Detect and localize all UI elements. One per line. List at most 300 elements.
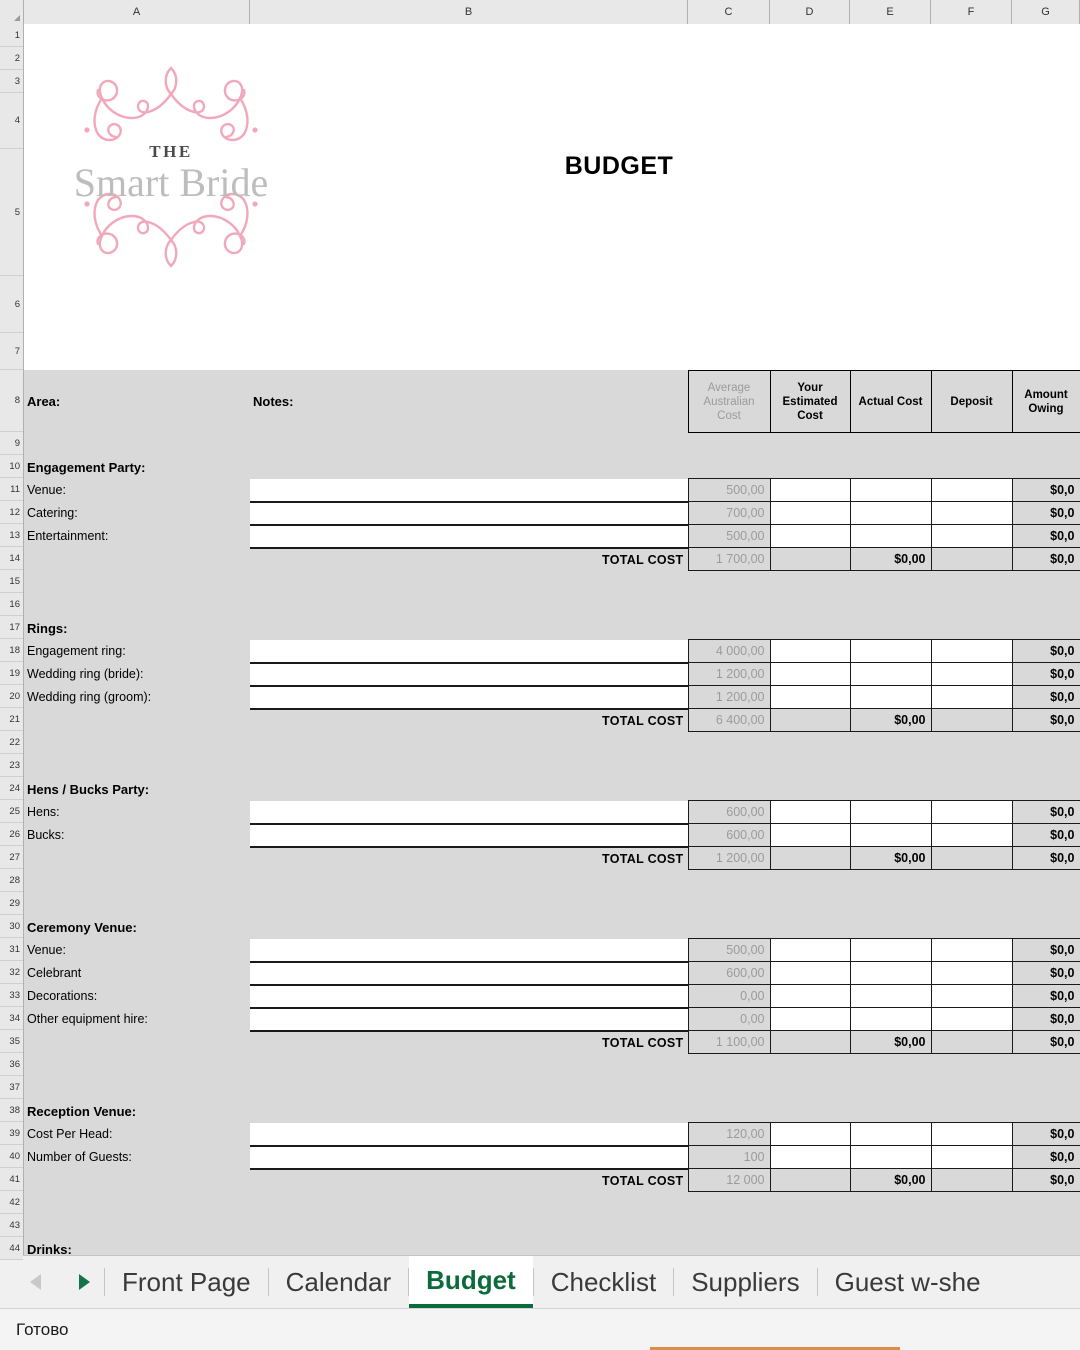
row-header-34[interactable]: 34 (0, 1007, 23, 1030)
row-header-16[interactable]: 16 (0, 593, 23, 616)
row-header-37[interactable]: 37 (0, 1076, 23, 1099)
sheet-tab-front-page[interactable]: Front Page (122, 1266, 251, 1297)
actual-cost-input[interactable] (850, 640, 931, 663)
sheet-tab-checklist[interactable]: Checklist (550, 1266, 657, 1297)
empty-cell (250, 778, 688, 801)
column-header-f[interactable]: F (931, 0, 1012, 24)
deposit-input[interactable] (931, 663, 1012, 686)
row-header-17[interactable]: 17 (0, 616, 23, 639)
empty-cell (688, 755, 770, 778)
total-cost-label: TOTAL COST (250, 1169, 688, 1192)
total-row (24, 1031, 1080, 1054)
notes-input[interactable] (250, 962, 688, 985)
empty-cell (1012, 1077, 1080, 1100)
empty-cell (24, 755, 250, 778)
row-header-14[interactable]: 14 (0, 547, 23, 570)
empty-cell (24, 594, 250, 617)
empty-cell (688, 617, 770, 640)
empty-cell (250, 1238, 688, 1256)
total-amount-owing: $0,0 (1012, 548, 1080, 571)
average-cost-value[interactable]: 0,00 (688, 985, 770, 1008)
column-header-b[interactable]: B (250, 0, 688, 24)
estimated-cost-input[interactable] (770, 824, 850, 847)
header-notes-label: Notes: (250, 371, 688, 433)
total-amount-owing: $0,0 (1012, 1031, 1080, 1054)
row-label: Engagement ring: (24, 640, 250, 663)
empty-cell (931, 571, 1012, 594)
row-header-29[interactable]: 29 (0, 892, 23, 915)
row-header-44[interactable]: 44 (0, 1237, 23, 1260)
total-actual-cost: $0,00 (850, 709, 931, 732)
empty-cell (850, 778, 931, 801)
notes-input[interactable] (250, 939, 688, 962)
total-amount-owing: $0,0 (1012, 847, 1080, 870)
actual-cost-input[interactable] (850, 686, 931, 709)
empty-cell (1012, 1192, 1080, 1215)
estimated-cost-input[interactable] (770, 1146, 850, 1169)
spacer-row (24, 755, 1080, 778)
empty-cell (1012, 755, 1080, 778)
empty-cell (770, 893, 850, 916)
table-row (24, 479, 1080, 502)
actual-cost-input[interactable] (850, 824, 931, 847)
spacer-row (24, 571, 1080, 594)
sheet-tab-calendar[interactable]: Calendar (285, 1266, 392, 1297)
estimated-cost-input[interactable] (770, 663, 850, 686)
column-header-d[interactable]: D (770, 0, 850, 24)
amount-owing-value: $0,0 (1012, 640, 1080, 663)
notes-input[interactable] (250, 663, 688, 686)
table-row (24, 1008, 1080, 1031)
total-average-cost: 1 200,00 (688, 847, 770, 870)
empty-cell (688, 571, 770, 594)
row-header-36[interactable]: 36 (0, 1053, 23, 1076)
row-header-10[interactable]: 10 (0, 455, 23, 478)
total-average-cost: 1 700,00 (688, 548, 770, 571)
row-header-39[interactable]: 39 (0, 1122, 23, 1145)
table-row (24, 640, 1080, 663)
row-label: Decorations: (24, 985, 250, 1008)
row-header-6[interactable]: 6 (0, 276, 23, 333)
spacer-row (24, 1215, 1080, 1238)
notes-input[interactable] (250, 479, 688, 502)
empty-cell (24, 847, 250, 870)
header-deposit[interactable]: Deposit (931, 371, 1012, 433)
deposit-input[interactable] (931, 640, 1012, 663)
row-header-20[interactable]: 20 (0, 685, 23, 708)
row-header-12[interactable]: 12 (0, 501, 23, 524)
total-actual-cost: $0,00 (850, 548, 931, 571)
sheet-tab-bar (0, 1255, 1080, 1308)
logo-the-text: THE (149, 142, 193, 161)
row-header-18[interactable]: 18 (0, 639, 23, 662)
row-header-42[interactable]: 42 (0, 1191, 23, 1214)
empty-cell (250, 1054, 688, 1077)
notes-input[interactable] (250, 502, 688, 525)
empty-cell (1012, 1215, 1080, 1238)
empty-cell (770, 778, 850, 801)
row-number-gutter (0, 24, 24, 1255)
empty-cell (931, 433, 1012, 456)
actual-cost-input[interactable] (850, 479, 931, 502)
actual-cost-input[interactable] (850, 962, 931, 985)
row-label: Wedding ring (bride): (24, 663, 250, 686)
select-all-corner[interactable] (0, 0, 24, 24)
column-header-g[interactable]: G (1012, 0, 1080, 24)
total-cost-label: TOTAL COST (250, 548, 688, 571)
empty-cell (688, 916, 770, 939)
row-header-13[interactable]: 13 (0, 524, 23, 547)
empty-cell (250, 1077, 688, 1100)
page-title: BUDGET (564, 152, 674, 180)
actual-cost-input[interactable] (850, 1146, 931, 1169)
previous-sheet-arrow-icon[interactable] (30, 1274, 41, 1290)
empty-cell (688, 1238, 770, 1256)
empty-cell (1012, 594, 1080, 617)
actual-cost-input[interactable] (850, 663, 931, 686)
empty-cell (250, 1192, 688, 1215)
row-header-40[interactable]: 40 (0, 1145, 23, 1168)
notes-input[interactable] (250, 985, 688, 1008)
actual-cost-input[interactable] (850, 525, 931, 548)
empty-cell (931, 893, 1012, 916)
empty-cell (770, 1192, 850, 1215)
row-header-19[interactable]: 19 (0, 662, 23, 685)
estimated-cost-input[interactable] (770, 801, 850, 824)
notes-input[interactable] (250, 525, 688, 548)
table-row (24, 525, 1080, 548)
empty-cell (850, 1077, 931, 1100)
section-title: Drinks: (24, 1238, 250, 1256)
spacer-row (24, 732, 1080, 755)
table-row (24, 801, 1080, 824)
row-header-25[interactable]: 25 (0, 800, 23, 823)
empty-cell (688, 778, 770, 801)
total-deposit (931, 1169, 1012, 1192)
empty-cell (688, 1192, 770, 1215)
row-header-9[interactable]: 9 (0, 432, 23, 455)
table-row (24, 962, 1080, 985)
estimated-cost-input[interactable] (770, 686, 850, 709)
empty-cell (250, 755, 688, 778)
empty-cell (24, 1031, 250, 1054)
empty-cell (24, 1192, 250, 1215)
empty-cell (1012, 456, 1080, 479)
deposit-input[interactable] (931, 985, 1012, 1008)
empty-cell (931, 916, 1012, 939)
estimated-cost-input[interactable] (770, 962, 850, 985)
sheet-grid (24, 24, 1080, 1255)
empty-cell (931, 1192, 1012, 1215)
row-label: Celebrant (24, 962, 250, 985)
row-label: Venue: (24, 939, 250, 962)
empty-cell (1012, 732, 1080, 755)
total-cost-label: TOTAL COST (250, 847, 688, 870)
total-cost-label: TOTAL COST (250, 1031, 688, 1054)
amount-owing-value: $0,0 (1012, 525, 1080, 548)
empty-cell (931, 732, 1012, 755)
notes-input[interactable] (250, 1008, 688, 1031)
empty-cell (688, 1077, 770, 1100)
row-header-31[interactable]: 31 (0, 938, 23, 961)
column-header-a[interactable]: A (24, 0, 250, 24)
estimated-cost-input[interactable] (770, 640, 850, 663)
empty-cell (1012, 571, 1080, 594)
empty-cell (24, 732, 250, 755)
empty-cell (850, 1215, 931, 1238)
section-title: Hens / Bucks Party: (24, 778, 250, 801)
deposit-input[interactable] (931, 479, 1012, 502)
spacer-row (24, 1077, 1080, 1100)
section-title-row (24, 778, 1080, 801)
average-cost-value[interactable]: 1 200,00 (688, 663, 770, 686)
amount-owing-value: $0,0 (1012, 939, 1080, 962)
empty-cell (850, 433, 931, 456)
actual-cost-input[interactable] (850, 1008, 931, 1031)
total-deposit (931, 1031, 1012, 1054)
row-label: Number of Guests: (24, 1146, 250, 1169)
row-header-11[interactable]: 11 (0, 478, 23, 501)
empty-cell (770, 1100, 850, 1123)
empty-cell (850, 916, 931, 939)
deposit-input[interactable] (931, 525, 1012, 548)
deposit-input[interactable] (931, 1146, 1012, 1169)
deposit-input[interactable] (931, 962, 1012, 985)
empty-cell (931, 778, 1012, 801)
deposit-input[interactable] (931, 939, 1012, 962)
section-title: Reception Venue: (24, 1100, 250, 1123)
empty-cell (770, 870, 850, 893)
spacer-row (24, 893, 1080, 916)
average-cost-value[interactable]: 600,00 (688, 962, 770, 985)
notes-input[interactable] (250, 1146, 688, 1169)
row-header-35[interactable]: 35 (0, 1030, 23, 1053)
estimated-cost-input[interactable] (770, 1123, 850, 1146)
estimated-cost-input[interactable] (770, 479, 850, 502)
empty-cell (24, 893, 250, 916)
amount-owing-value: $0,0 (1012, 663, 1080, 686)
notes-input[interactable] (250, 640, 688, 663)
row-header-27[interactable]: 27 (0, 846, 23, 869)
total-row (24, 709, 1080, 732)
empty-cell (850, 1192, 931, 1215)
row-header-43[interactable]: 43 (0, 1214, 23, 1237)
empty-cell (850, 755, 931, 778)
empty-cell (688, 433, 770, 456)
header-estimated-cost[interactable]: Your Estimated Cost (770, 371, 850, 433)
empty-cell (688, 870, 770, 893)
empty-cell (850, 870, 931, 893)
total-deposit (931, 709, 1012, 732)
empty-cell (1012, 1054, 1080, 1077)
empty-cell (931, 456, 1012, 479)
total-deposit (931, 548, 1012, 571)
empty-cell (250, 732, 688, 755)
empty-cell (688, 594, 770, 617)
empty-cell (931, 617, 1012, 640)
table-row (24, 1123, 1080, 1146)
empty-cell (1012, 1238, 1080, 1256)
row-header-2[interactable]: 2 (0, 47, 23, 70)
empty-cell (770, 456, 850, 479)
actual-cost-input[interactable] (850, 1123, 931, 1146)
row-header-3[interactable]: 3 (0, 70, 23, 93)
empty-cell (688, 1100, 770, 1123)
row-header-7[interactable]: 7 (0, 333, 23, 370)
empty-cell (24, 870, 250, 893)
row-label: Bucks: (24, 824, 250, 847)
section-title-row (24, 1238, 1080, 1256)
amount-owing-value: $0,0 (1012, 985, 1080, 1008)
empty-cell (850, 893, 931, 916)
empty-cell (1012, 916, 1080, 939)
empty-cell (931, 1100, 1012, 1123)
notes-input[interactable] (250, 1123, 688, 1146)
spacer-row (24, 1054, 1080, 1077)
empty-cell (250, 1215, 688, 1238)
amount-owing-value: $0,0 (1012, 1123, 1080, 1146)
row-header-26[interactable]: 26 (0, 823, 23, 846)
amount-owing-value: $0,0 (1012, 1008, 1080, 1031)
empty-cell (850, 732, 931, 755)
table-row (24, 824, 1080, 847)
section-title-row (24, 1100, 1080, 1123)
average-cost-value[interactable]: 600,00 (688, 824, 770, 847)
estimated-cost-input[interactable] (770, 525, 850, 548)
actual-cost-input[interactable] (850, 939, 931, 962)
estimated-cost-input[interactable] (770, 939, 850, 962)
empty-cell (250, 433, 688, 456)
empty-cell (1012, 433, 1080, 456)
empty-cell (770, 571, 850, 594)
sheet-tab-guest-w-she[interactable]: Guest w-she (834, 1266, 981, 1297)
average-cost-value[interactable]: 0,00 (688, 1008, 770, 1031)
empty-cell (24, 709, 250, 732)
status-bar (0, 1308, 1080, 1350)
empty-cell (931, 1238, 1012, 1256)
empty-cell (850, 456, 931, 479)
column-header-e[interactable]: E (850, 0, 931, 24)
estimated-cost-input[interactable] (770, 1008, 850, 1031)
deposit-input[interactable] (931, 824, 1012, 847)
total-estimated-cost (770, 1031, 850, 1054)
actual-cost-input[interactable] (850, 502, 931, 525)
header-average-cost[interactable]: Average Australian Cost (688, 371, 770, 433)
table-row (24, 663, 1080, 686)
column-header-c[interactable]: C (688, 0, 770, 24)
row-header-38[interactable]: 38 (0, 1099, 23, 1122)
average-cost-value[interactable]: 500,00 (688, 525, 770, 548)
row-header-24[interactable]: 24 (0, 777, 23, 800)
row-header-5[interactable]: 5 (0, 149, 23, 276)
total-row (24, 1169, 1080, 1192)
empty-cell (850, 1100, 931, 1123)
row-header-1[interactable]: 1 (0, 24, 23, 47)
empty-cell (1012, 1100, 1080, 1123)
empty-cell (250, 594, 688, 617)
total-amount-owing: $0,0 (1012, 709, 1080, 732)
average-cost-value[interactable]: 1 200,00 (688, 686, 770, 709)
total-actual-cost: $0,00 (850, 1169, 931, 1192)
row-header-28[interactable]: 28 (0, 869, 23, 892)
row-header-33[interactable]: 33 (0, 984, 23, 1007)
deposit-input[interactable] (931, 1123, 1012, 1146)
row-label: Other equipment hire: (24, 1008, 250, 1031)
empty-cell (770, 732, 850, 755)
deposit-input[interactable] (931, 801, 1012, 824)
average-cost-value[interactable]: 500,00 (688, 939, 770, 962)
empty-cell (688, 1215, 770, 1238)
row-label: Entertainment: (24, 525, 250, 548)
row-header-32[interactable]: 32 (0, 961, 23, 984)
budget-table (24, 370, 1080, 1255)
total-average-cost: 12 000 (688, 1169, 770, 1192)
deposit-input[interactable] (931, 502, 1012, 525)
header-amount-owing[interactable]: Amount Owing (1012, 371, 1080, 433)
table-row (24, 1146, 1080, 1169)
notes-input[interactable] (250, 824, 688, 847)
spacer-row (24, 870, 1080, 893)
empty-cell (688, 893, 770, 916)
deposit-input[interactable] (931, 1008, 1012, 1031)
average-cost-value[interactable]: 120,00 (688, 1123, 770, 1146)
empty-cell (931, 1215, 1012, 1238)
section-title: Ceremony Venue: (24, 916, 250, 939)
average-cost-value[interactable]: 100 (688, 1146, 770, 1169)
average-cost-value[interactable]: 600,00 (688, 801, 770, 824)
smart-bride-logo (60, 56, 282, 278)
notes-input[interactable] (250, 801, 688, 824)
average-cost-value[interactable]: 4 000,00 (688, 640, 770, 663)
empty-cell (770, 594, 850, 617)
row-header-41[interactable]: 41 (0, 1168, 23, 1191)
total-estimated-cost (770, 548, 850, 571)
empty-cell (24, 571, 250, 594)
notes-input[interactable] (250, 686, 688, 709)
row-header-22[interactable]: 22 (0, 731, 23, 754)
row-header-4[interactable]: 4 (0, 93, 23, 149)
empty-cell (770, 1077, 850, 1100)
empty-cell (770, 433, 850, 456)
row-header-8[interactable]: 8 (0, 370, 23, 432)
empty-cell (931, 1077, 1012, 1100)
logo-graphic (60, 56, 282, 278)
empty-cell (1012, 778, 1080, 801)
empty-cell (688, 732, 770, 755)
average-cost-value[interactable]: 700,00 (688, 502, 770, 525)
empty-cell (24, 548, 250, 571)
row-header-23[interactable]: 23 (0, 754, 23, 777)
row-label: Hens: (24, 801, 250, 824)
row-header-21[interactable]: 21 (0, 708, 23, 731)
actual-cost-input[interactable] (850, 801, 931, 824)
deposit-input[interactable] (931, 686, 1012, 709)
estimated-cost-input[interactable] (770, 985, 850, 1008)
row-label: Catering: (24, 502, 250, 525)
actual-cost-input[interactable] (850, 985, 931, 1008)
sheet-tab-suppliers[interactable]: Suppliers (691, 1266, 800, 1297)
row-header-15[interactable]: 15 (0, 570, 23, 593)
header-actual-cost[interactable]: Actual Cost (850, 371, 931, 433)
empty-cell (24, 1054, 250, 1077)
row-header-30[interactable]: 30 (0, 915, 23, 938)
next-sheet-arrow-icon[interactable] (79, 1274, 90, 1290)
table-row (24, 686, 1080, 709)
estimated-cost-input[interactable] (770, 502, 850, 525)
sheet-tab-budget[interactable]: Budget (409, 1256, 533, 1308)
average-cost-value[interactable]: 500,00 (688, 479, 770, 502)
empty-cell (250, 1100, 688, 1123)
